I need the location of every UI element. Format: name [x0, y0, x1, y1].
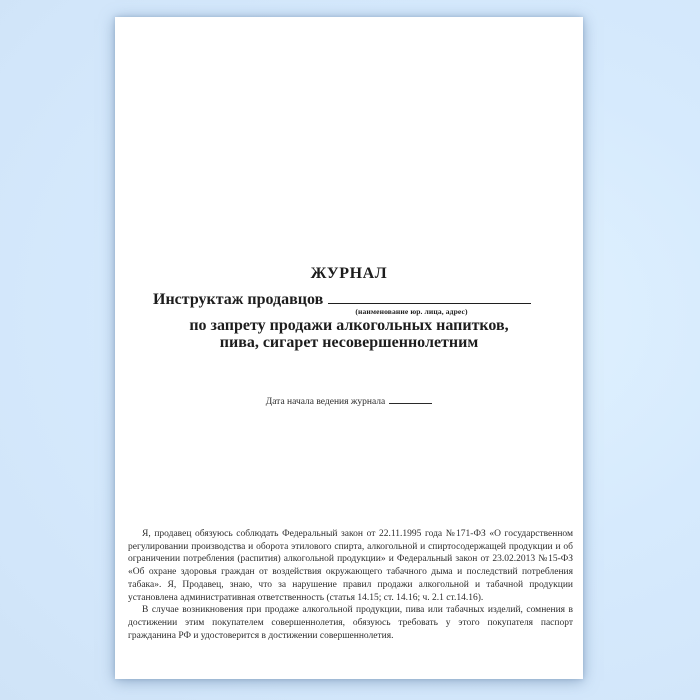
subtitle-line-3: пива, сигарет несовершеннолетним	[219, 334, 479, 351]
obligation-paragraph-1: Я, продавец обязуюсь соблюдать Федеральный закон от 22.11.1995 года №171-ФЗ «О государственном регулировании производства и оборота этилового спирта, алкогольной и спиртосодержащей продукции и об ограничении потребления (распития) алкогольной продукции» и Федеральный закон от 23.02.2013 №15-ФЗ «Об охране здоровья граждан от воздействия окружающего табачного дыма и последствий потребления табака». Я, Продавец, знаю, что за нарушение правил продажи алкогольной и табачной продукции установлена административная ответственность (статья 14.15; ст. 14.16; ч. 2.1 ст.14.16).	[128, 529, 573, 603]
journal-start-date-line	[115, 395, 583, 407]
org-name-blank-field	[328, 292, 531, 304]
org-blank-caption: (наименование юр. лица, адрес)	[355, 307, 468, 316]
obligation-text-block	[128, 528, 573, 642]
subtitle-line-2: по запрету продажи алкогольных напитков,	[189, 317, 509, 334]
org-line-label: Инструктаж продавцов	[153, 291, 324, 308]
date-label: Дата начала ведения журнала	[265, 397, 386, 407]
org-name-line	[153, 291, 531, 309]
journal-title: ЖУРНАЛ	[310, 265, 388, 282]
obligation-paragraph-2: В случае возникновения при продаже алкогольной продукции, пива или табачных изделий, сомнения в достижении этим покупателем совершеннолетия, обязуюсь требовать у этого покупателя паспорт гражданина РФ и удостоверится в достижении совершеннолетия.	[128, 605, 573, 641]
date-blank-field	[389, 395, 432, 404]
document-page	[115, 17, 583, 679]
